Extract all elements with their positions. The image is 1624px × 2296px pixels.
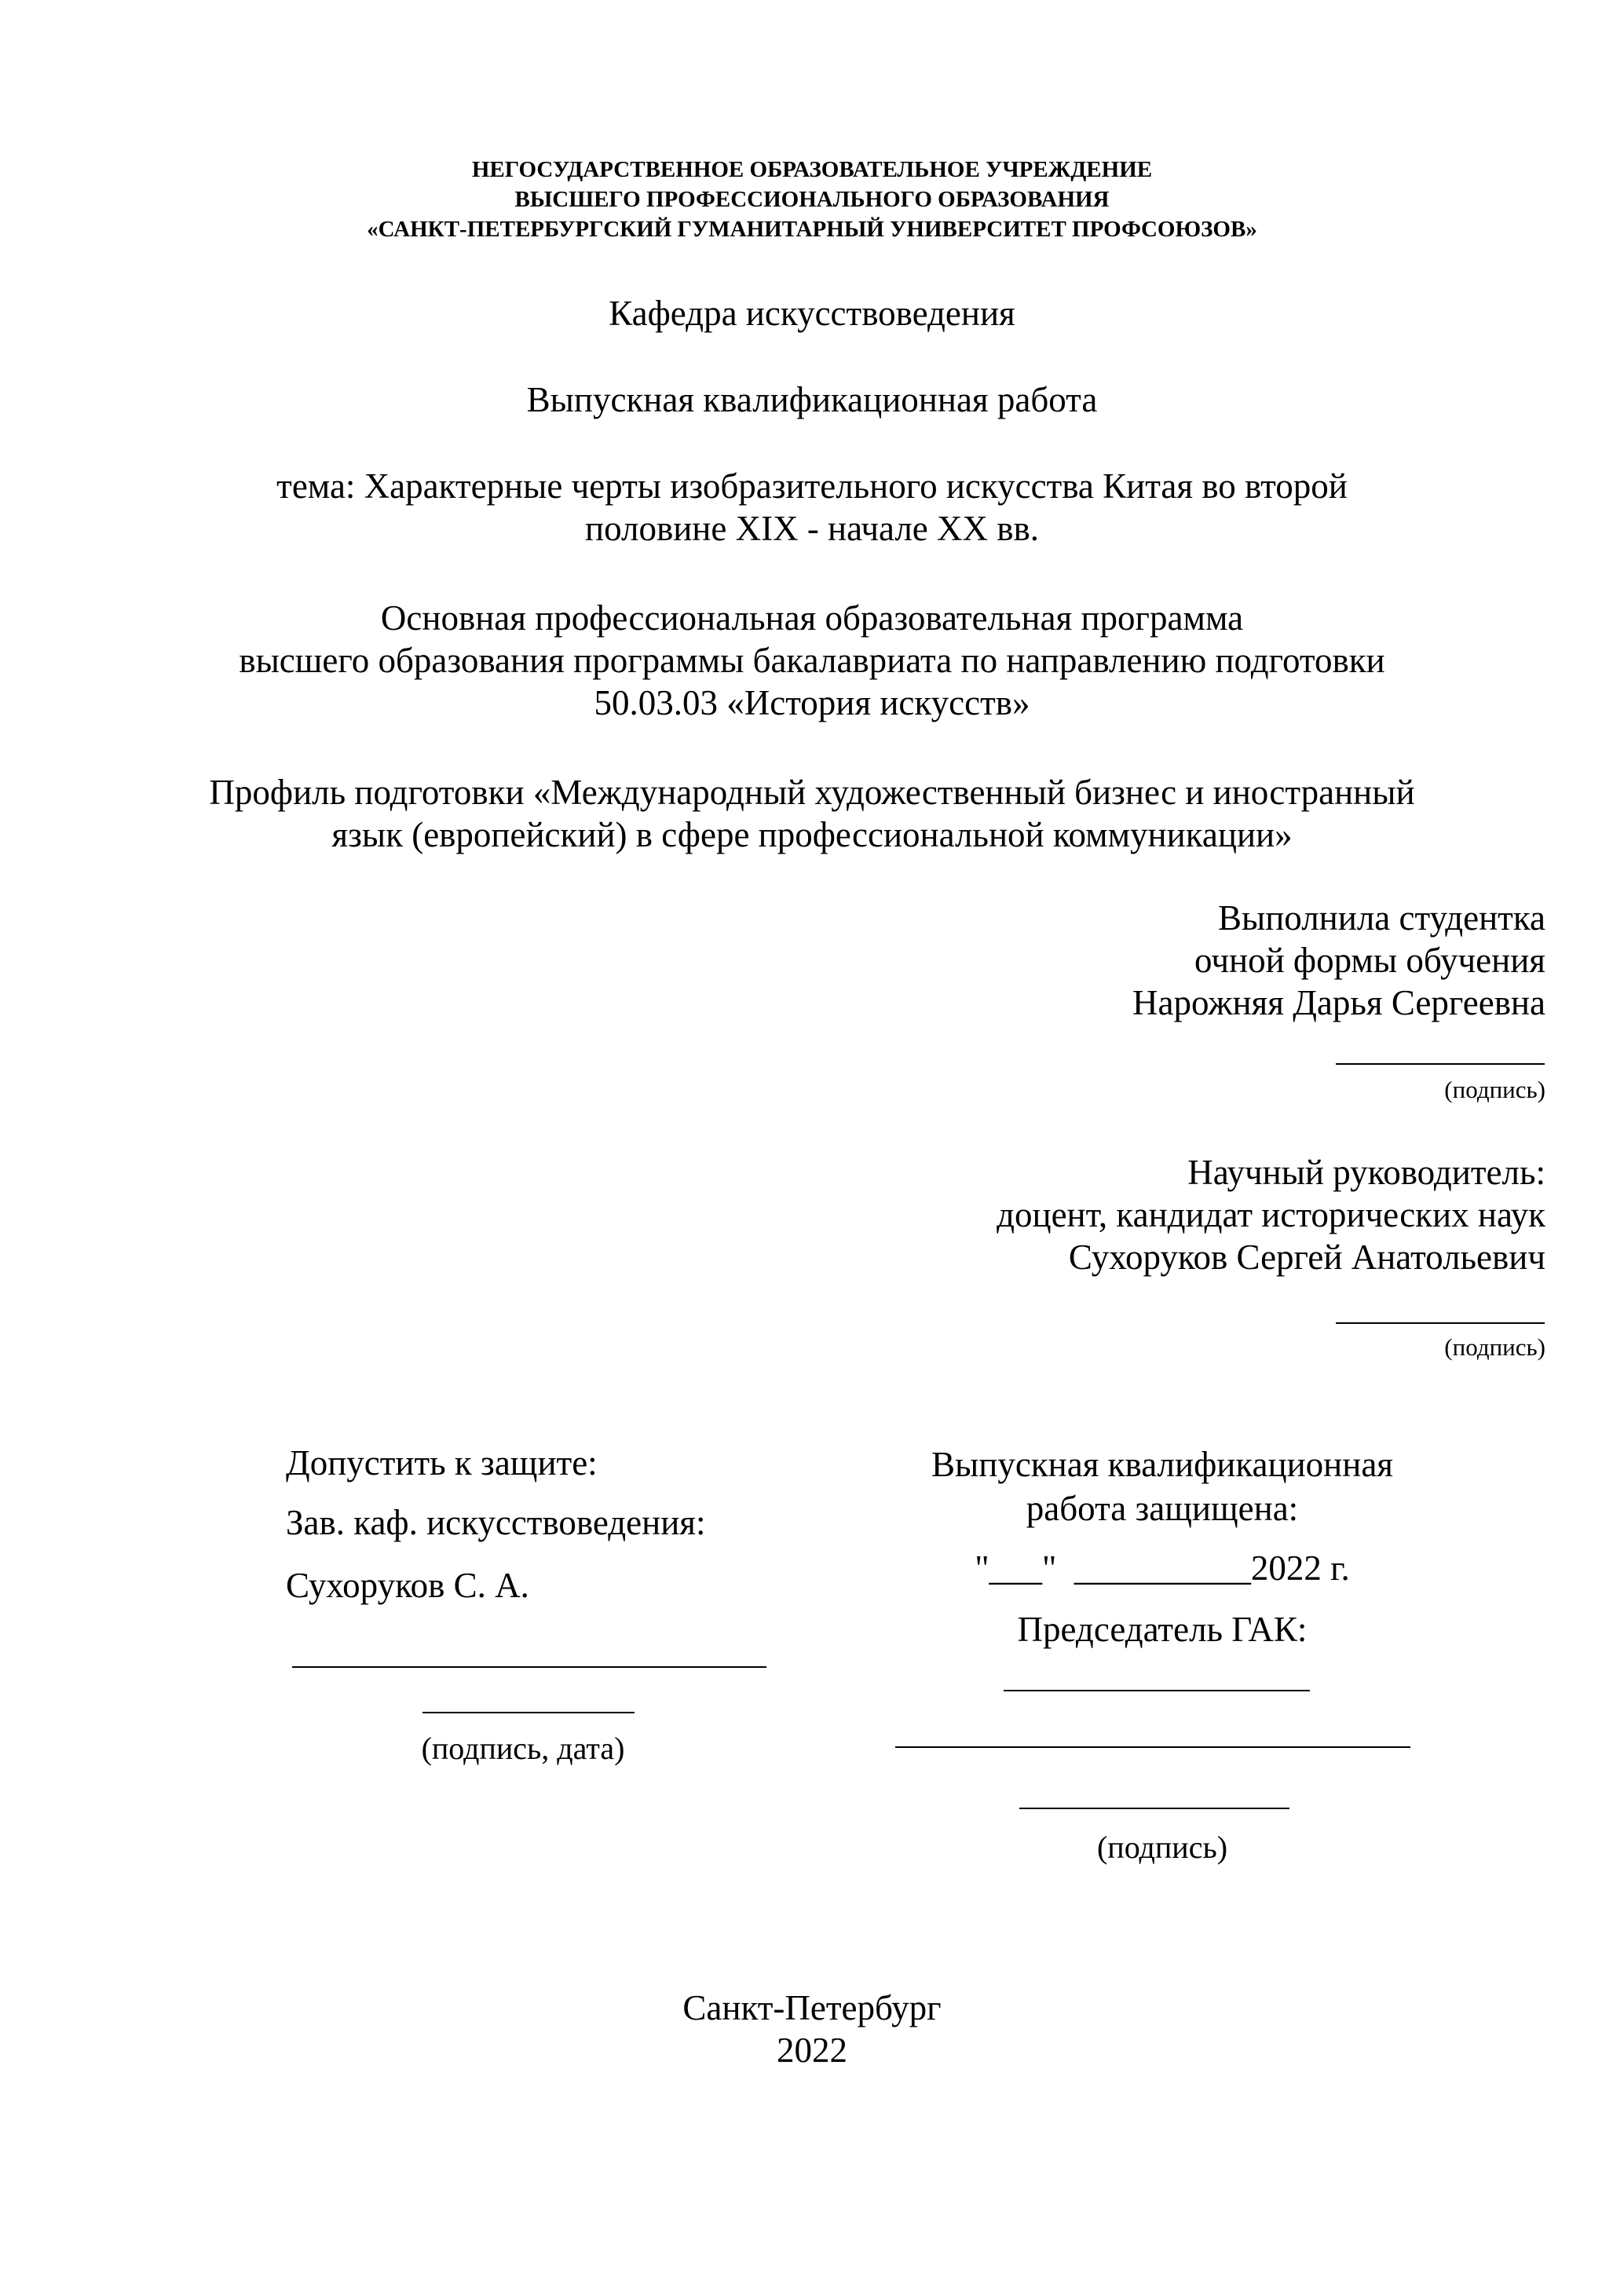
institution-line-2: ВЫСШЕГО ПРОФЕССИОНАЛЬНОГО ОБРАЗОВАНИЯ bbox=[514, 187, 1110, 212]
program-line-3: 50.03.03 «История искусств» bbox=[594, 683, 1030, 722]
defense-signature-caption: (подпись) bbox=[1096, 1830, 1228, 1865]
supervisor-name: Сухоруков Сергей Анатольевич bbox=[1068, 1238, 1545, 1277]
defense-signature-line-1 bbox=[1004, 1690, 1310, 1691]
program-line-2: высшего образования программы бакалавриата по направлению подготовки bbox=[239, 641, 1385, 680]
defense-line-1: Выпускная квалификационная bbox=[931, 1445, 1393, 1484]
supervisor-signature-line bbox=[1336, 1322, 1545, 1324]
footer-year: 2022 bbox=[777, 2031, 847, 2070]
defense-signature-line-2 bbox=[895, 1746, 1410, 1748]
institution-line-1: НЕГОСУДАРСТВЕННОЕ ОБРАЗОВАТЕЛЬНОЕ УЧРЕЖДЕНИЕ bbox=[471, 157, 1153, 182]
admission-signature-line-2 bbox=[422, 1712, 635, 1713]
student-signature-line bbox=[1336, 1063, 1545, 1065]
defense-chair: Председатель ГАК: bbox=[1017, 1610, 1308, 1649]
supervisor-line-2: доцент, кандидат исторических наук bbox=[997, 1195, 1545, 1234]
student-signature-caption: (подпись) bbox=[1444, 1076, 1545, 1103]
admission-signature-line-1 bbox=[292, 1666, 766, 1668]
defense-date: "___" __________2022 г. bbox=[975, 1548, 1350, 1588]
defense-line-2: работа защищена: bbox=[1026, 1489, 1299, 1528]
admission-line-1: Допустить к защите: bbox=[286, 1443, 598, 1483]
topic-line-2: половине XIX - начале XX вв. bbox=[585, 509, 1039, 548]
student-line-1: Выполнила студентка bbox=[1217, 898, 1545, 938]
supervisor-line-1: Научный руководитель: bbox=[1187, 1153, 1545, 1192]
department: Кафедра искусствоведения bbox=[609, 294, 1015, 333]
program-line-1: Основная профессиональная образовательная программа bbox=[380, 598, 1244, 638]
student-name: Нарожняя Дарья Сергеевна bbox=[1132, 983, 1545, 1022]
admission-line-2: Зав. каф. искусствоведения: bbox=[286, 1503, 706, 1542]
student-line-2: очной формы обучения bbox=[1194, 941, 1545, 980]
profile-line-1: Профиль подготовки «Международный художественный бизнес и иностранный bbox=[209, 773, 1415, 812]
supervisor-signature-caption: (подпись) bbox=[1444, 1333, 1545, 1361]
admission-name: Сухоруков С. А. bbox=[286, 1566, 529, 1605]
institution-line-3: «САНКТ-ПЕТЕРБУРГСКИЙ ГУМАНИТАРНЫЙ УНИВЕРСИТЕТ ПРОФСОЮЗОВ» bbox=[367, 217, 1257, 242]
topic-line-1: тема: Характерные черты изобразительного искусства Китая во второй bbox=[276, 466, 1348, 506]
profile-line-2: язык (европейский) в сфере профессиональной коммуникации» bbox=[331, 815, 1293, 854]
admission-signature-caption: (подпись, дата) bbox=[421, 1731, 625, 1766]
work-type: Выпускная квалификационная работа bbox=[526, 380, 1098, 419]
defense-signature-line-3 bbox=[1019, 1808, 1289, 1809]
footer-city: Санкт-Петербург bbox=[682, 1988, 942, 2027]
